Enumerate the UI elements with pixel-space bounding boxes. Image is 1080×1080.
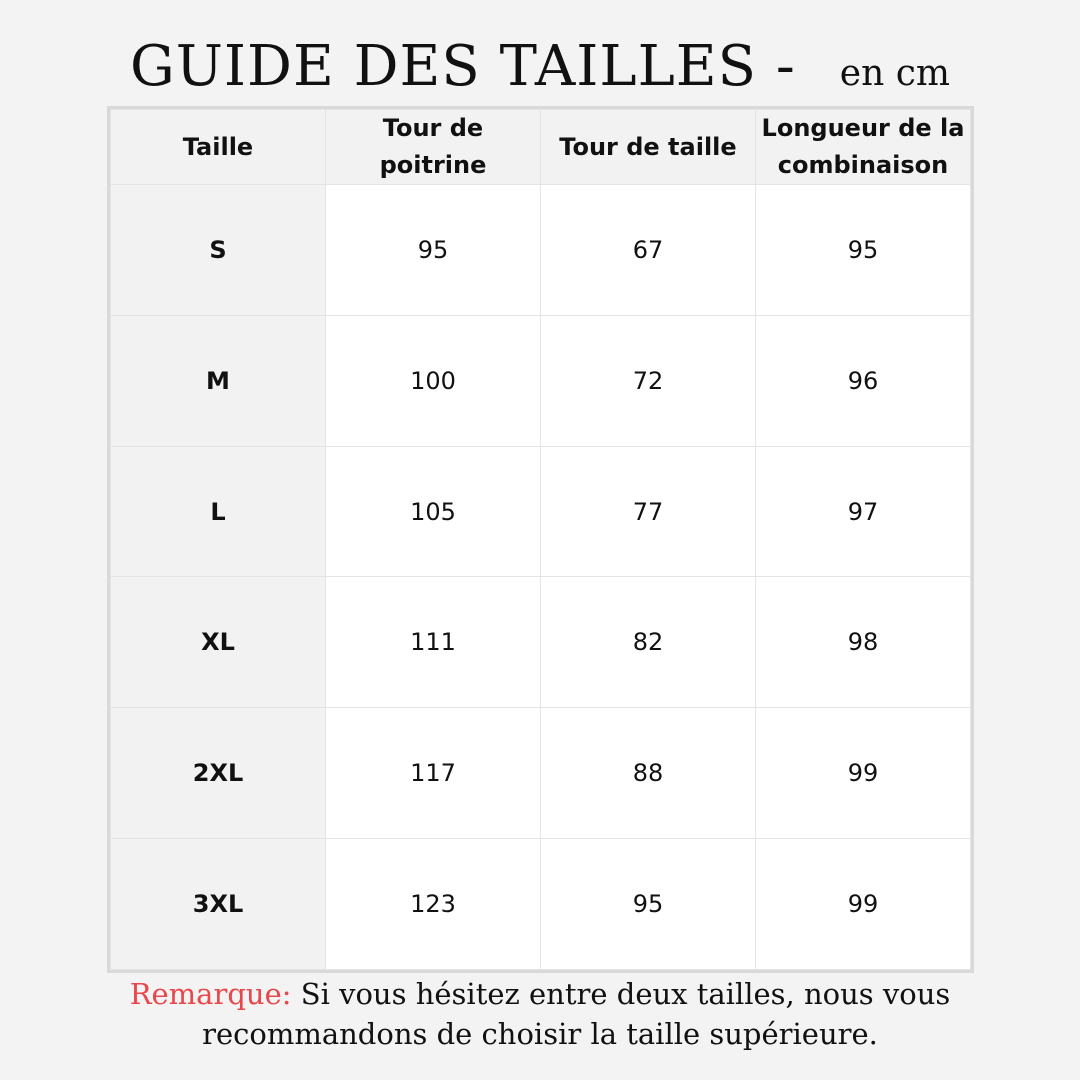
table-header-row: [111, 110, 971, 185]
table-row: [111, 577, 971, 708]
cell-size: 3XL: [111, 839, 326, 970]
table-row: [111, 708, 971, 839]
header-length: Longueur de la combinaison: [756, 110, 971, 185]
cell-chest: 111: [326, 577, 541, 708]
header-chest: Tour de poitrine: [326, 110, 541, 185]
cell-chest: 123: [326, 839, 541, 970]
table-row: [111, 446, 971, 577]
cell-waist: 95: [541, 839, 756, 970]
cell-length: 99: [756, 708, 971, 839]
cell-length: 97: [756, 446, 971, 577]
note-line-2: recommandons de choisir la taille supérieure.: [202, 1017, 878, 1051]
cell-chest: 105: [326, 446, 541, 577]
header-size: Taille: [111, 110, 326, 185]
table-row: [111, 839, 971, 970]
cell-size: S: [111, 185, 326, 316]
cell-waist: 88: [541, 708, 756, 839]
size-table-container: [107, 106, 974, 973]
table-row: [111, 185, 971, 316]
title-unit: en cm: [839, 53, 950, 94]
cell-size: M: [111, 315, 326, 446]
page-title: [0, 34, 1080, 114]
size-note: [0, 974, 1080, 1054]
note-label: Remarque:: [129, 977, 292, 1011]
table-row: [111, 315, 971, 446]
cell-waist: 82: [541, 577, 756, 708]
cell-chest: 100: [326, 315, 541, 446]
cell-length: 95: [756, 185, 971, 316]
title-main: GUIDE DES TAILLES -: [130, 34, 796, 99]
cell-waist: 77: [541, 446, 756, 577]
cell-length: 98: [756, 577, 971, 708]
cell-chest: 95: [326, 185, 541, 316]
cell-size: 2XL: [111, 708, 326, 839]
note-line-1: [0, 974, 1080, 1014]
note-text-1: Si vous hésitez entre deux tailles, nous vous: [300, 977, 951, 1011]
cell-length: 99: [756, 839, 971, 970]
cell-size: L: [111, 446, 326, 577]
header-waist: Tour de taille: [541, 110, 756, 185]
cell-size: XL: [111, 577, 326, 708]
cell-waist: 72: [541, 315, 756, 446]
size-table: [110, 109, 971, 970]
cell-length: 96: [756, 315, 971, 446]
cell-chest: 117: [326, 708, 541, 839]
cell-waist: 67: [541, 185, 756, 316]
